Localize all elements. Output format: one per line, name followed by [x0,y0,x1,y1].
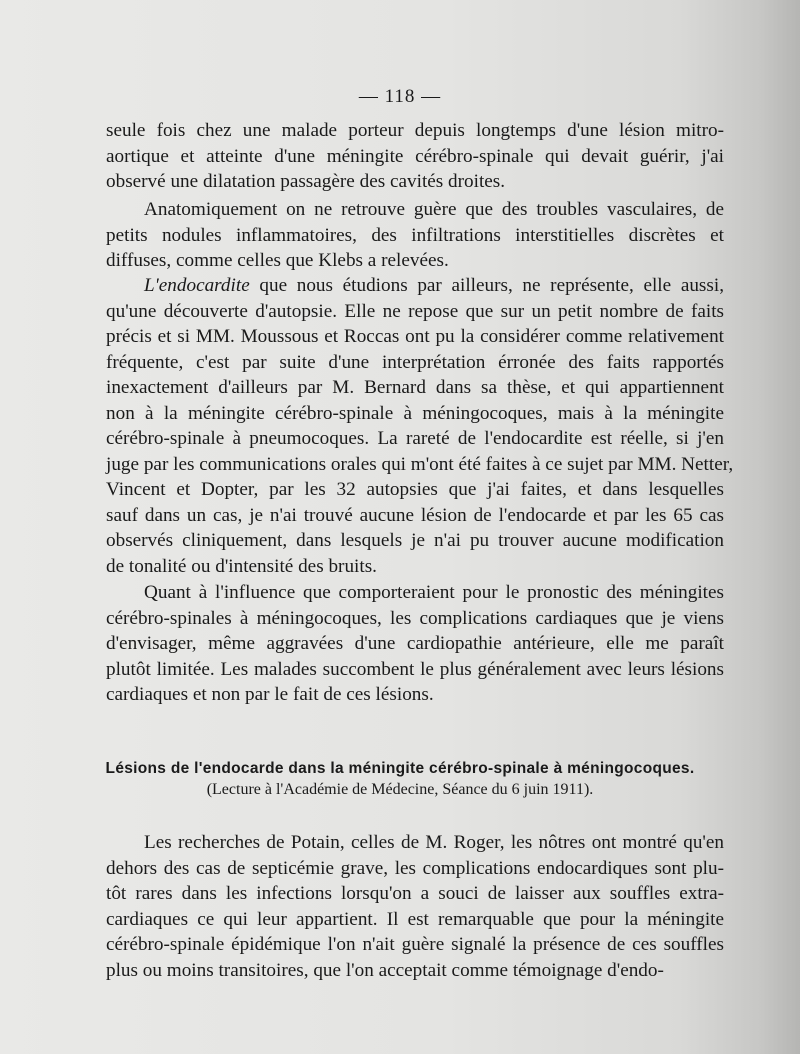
text-line: aortique et atteinte d'une méningite cérébro-spinale qui devait guérir, j'ai [106,145,724,167]
text-line: qu'une découverte d'autopsie. Elle ne repose que sur un petit nombre de faits [106,300,724,322]
text-line: cérébro-spinales à méningocoques, les complications cardiaques que je viens [106,607,724,629]
text-line: Anatomiquement on ne retrouve guère que des troubles vasculaires, de [144,199,724,220]
paragraph-2 [106,197,724,274]
text-line: cardiaques ce qui leur appartient. Il est remarquable que pour la méningite [106,908,724,930]
text-line: Les recherches de Potain, celles de M. Roger, les nôtres ont montré qu'en [144,832,724,853]
text-line: cardiaques et non par le fait de ces lésions. [106,684,434,705]
paragraph-5 [106,830,724,983]
text-line: observé une dilatation passagère des cavités droites. [106,171,506,192]
text-line: diffuses, comme celles que Klebs a relevées. [106,250,449,271]
text-line: cérébro-spinale à pneumocoques. La rareté de l'endocardite est réelle, si j'en [106,428,724,449]
section-subheading: (Lecture à l'Académie de Médecine, Séance du 6 juin 1911). [206,781,594,798]
text-line [106,273,724,299]
text-line: fréquente, c'est par suite d'une interprétation érronée des faits rapportés [106,351,724,373]
text-line: juge par les communications orales qui m'ont été faites à ce sujet par MM. Netter, [106,453,734,475]
text-line: précis et si MM. Moussous et Roccas ont pu la considérer comme relativement [106,326,724,347]
text-line: observés cliniquement, dans lesquels je n'ai pu trouver aucune modification [106,530,724,551]
paragraph-4 [106,580,724,708]
text-line: inexactement d'ailleurs par M. Bernard dans sa thèse, et qui appartiennent [106,377,724,398]
text-line: Quant à l'influence que comporteraient pour le pronostic des méningites [144,582,724,603]
text-line: dehors des cas de septicémie grave, les complications endocardiques sont plu- [106,857,724,879]
section-heading: Lésions de l'endocarde dans la méningite cérébro-spinale à méningocoques. [105,760,695,777]
text-line: de tonalité ou d'intensité des bruits. [106,555,377,577]
text-line: plus ou moins transitoires, que l'on acceptait comme témoignage d'endo- [106,959,664,981]
page-number: — 118 — [358,86,442,107]
paragraph-3 [106,273,734,579]
text-line: non à la méningite cérébro-spinale à méningocoques, mais à la méningite [106,402,724,424]
text-line: cérébro-spinale épidémique l'on n'ait guère signalé la présence de ces souffles [106,934,724,955]
text-line: tôt rares dans les infections lorsqu'on a souci de laisser aux souffles extra- [106,883,724,904]
text-line: petits nodules inflammatoires, des infiltrations interstitielles discrètes et [106,224,724,246]
italic-term: L'endocardite [144,275,250,296]
text-line: plutôt limitée. Les malades succombent le plus généralement avec leurs lésions [106,658,724,680]
text-line: seule fois chez une malade porteur depuis longtemps d'une lésion mitro- [106,120,724,141]
paragraph-1 [106,118,724,195]
text-line: d'envisager, même aggravées d'une cardiopathie antérieure, elle me paraît [106,633,724,654]
text-line-rest: que nous étudions par ailleurs, ne représente, elle aussi, [249,275,724,296]
text-line: Vincent et Dopter, par les 32 autopsies que j'ai faites, et dans lesquelles [106,479,724,500]
text-line: sauf dans un cas, je n'ai trouvé aucune lésion de l'endocarde et par les 65 cas [106,504,724,526]
